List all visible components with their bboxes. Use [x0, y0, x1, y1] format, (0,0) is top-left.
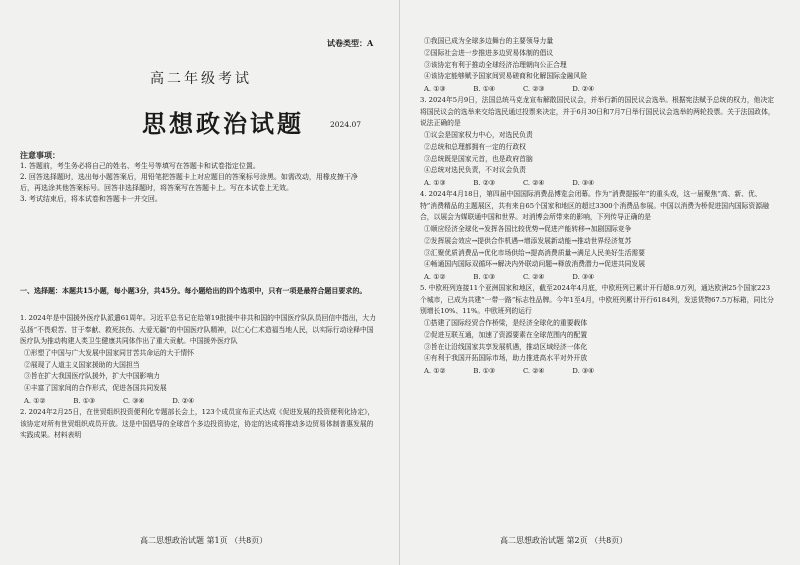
option-a: A. ①②	[24, 396, 46, 405]
statement-item: ①形塑了中国与广大发展中国家同甘苦共命运的大于情怀	[24, 348, 194, 357]
question-stem: 4. 2024年4月18日，第四届中国国际消费品博览会闭幕。作为“消费提振年”的重头戏，这一届聚焦“高、新、优、特”消费精品的主题展区，共有来自65个国家和地区的超过3300个消费品参展。中国以消费为桥促进国内国际资源融合，以展会为媒联通中国和世界。对消博会所带来的影响，下列传导正确的是	[420, 190, 769, 222]
statement-item: ①顺应经济全球化→发挥各国比较优势→促进产能转移→加剧国际竞争	[424, 224, 632, 233]
page-title: 思想政治试题	[142, 109, 304, 138]
page-footer-left: 高二思想政治试题 第1页 （共8页）	[140, 536, 268, 545]
statement-item: ①议会是国家权力中心，对选民负责	[424, 130, 533, 139]
answer-options	[424, 83, 776, 95]
question-stem: 1. 2024年是中国援外医疗队派遣61周年。习近平总书记在给第19批援中非共和国的中国医疗队队员回信中指出，大力弘扬“不畏艰苦、甘于奉献、救死扶伤、大爱无疆”的中国医疗队精神，以仁心仁术造福当地人民，以实际行动诠释中国医疗队为推动构建人类卫生健康共同体作出了重大贡献。中国援外医疗队	[20, 314, 376, 346]
answer-options	[424, 271, 776, 283]
statement-item: ④丰富了国家间的合作形式，促进各国共同发展	[24, 384, 167, 393]
option-d: D. ③④	[572, 367, 595, 376]
statement-item: ③总统既是国家元首，也是政府首脑	[424, 154, 533, 163]
option-a: A. ①③	[424, 179, 446, 188]
option-d: D. ②④	[172, 396, 195, 405]
statement-item: ①搭建了国际经贸合作桥梁，是经济全球化的重要载体	[424, 318, 588, 327]
option-c: C. ②④	[522, 179, 545, 188]
answer-options	[24, 395, 376, 407]
question-stem: 3. 2024年5月9日，法国总统马克龙宣布解散国民议会，并举行新的国民议会选举。根据宪法赋予总统的权力，他决定将国民议会的选举来交给选民通过投票来决定，并于6月30日和7月7日举行国民议会选举的两轮投票。关于法国政体，说法正确的是	[420, 96, 775, 128]
question-stem: 2. 2024年2月25日，在世贸组织投资便利化专题部长会上，123个成员宣布正式达成《促进发展的投资便利化协定》，该协定对所有世贸组织成员开放。这是中国倡导的全球首个多边投资协定，协定的达成将推动多边贸易体制普惠发展的实践成果。材料表明	[20, 407, 375, 440]
answer-options	[424, 365, 776, 377]
option-b: B. ①④	[473, 85, 495, 94]
statement-item: ④该协定能够赋予国家间贸易磋商和化解国际金融风险	[424, 72, 588, 81]
option-a: A. ①②	[424, 367, 446, 376]
section-heading: 一、选择题：本题共15小题，每小题3分，共45分。每小题给出的四个选项中，只有一项是最符合题目要求的。	[20, 286, 367, 295]
question-stem: 5. 中欧班列连接11个亚洲国家和地区，截至2024年4月底，中欧班列已累计开行超8.9万列，通达欧洲25个国家223个城市，已成为共建“一带一路”标志性品牌。今年1至4月，中欧班列累计开行6184列，发送货物67.5万标箱，同比分别增长10%、11%。中欧班列的运行	[420, 284, 774, 316]
right-questions	[420, 36, 776, 377]
option-b: B. ②③	[473, 179, 495, 188]
page-footer-right: 高二思想政治试题 第2页 （共8页）	[500, 536, 628, 545]
option-b: B. ①③	[73, 396, 95, 405]
option-c: C. ②④	[522, 273, 545, 282]
left-questions	[20, 313, 376, 442]
note-item: 2. 回答选择题时，选出每小题答案后，用铅笔把答题卡上对应题目的答案标号涂黑。如需改动，用橡皮擦干净后，再选涂其他答案标号。回答非选择题时，将答案写在答题卡上。写在本试卷上无效。	[20, 173, 358, 192]
option-c: C. ②④	[522, 367, 545, 376]
statement-item: ③旨在扩大我国医疗队援外，扩大中国影响力	[24, 372, 160, 381]
option-d: D. ③④	[572, 179, 595, 188]
statement-item: ③该协定有利于推动全球经济治理朝向公正合理	[424, 60, 567, 69]
exam-date: 2024.07	[330, 120, 362, 129]
statement-item: ②国际社会进一步推进多边贸易体制的倡议	[424, 48, 554, 57]
statement-item: ②发挥展会效应→提供合作机遇→增添发展新动能→推动世界经济复苏	[424, 236, 632, 245]
option-a: A. ①②	[424, 273, 446, 282]
statement-item: ②促进互联互通，加速了资源要素在全球范围内的配置	[424, 330, 588, 339]
note-item: 1. 答题前，考生务必将自己的姓名、考生号等填写在答题卡和试卷指定位置。	[20, 162, 260, 170]
paper-type-label: 试卷类型：A	[327, 38, 374, 48]
option-c: C. ②③	[522, 85, 545, 94]
statement-item: ③旨在让沿线国家共享发展机遇，推动区域经济一体化	[424, 342, 588, 351]
exam-name: 高二年级考试	[150, 71, 252, 87]
option-b: B. ①③	[473, 273, 495, 282]
statement-item: ④畅通国内国际双循环→解决内外联动问题→释放消费潜力→促进共同发展	[424, 260, 645, 269]
option-d: D. ②④	[572, 85, 595, 94]
statement-item: ④有利于我国开拓国际市场，助力推进高水平对外开放	[424, 354, 588, 363]
statement-item: ①我国已成为全球多边舞台的主要领导力量	[424, 37, 554, 45]
note-item: 3. 考试结束后，将本试卷和答题卡一并交回。	[20, 195, 162, 203]
answer-options	[424, 177, 776, 189]
statement-item: ②展现了人道主义国家援助的大国担当	[24, 360, 140, 369]
option-d: D. ③④	[572, 273, 595, 282]
option-a: A. ①③	[424, 85, 446, 94]
option-c: C. ③④	[122, 396, 145, 405]
notes-block	[20, 150, 368, 205]
statement-item: ③汇聚优质消费品→优化市场供给→提高消费质量→满足人民美好生活需要	[424, 248, 645, 257]
statement-item: ④总统对选民负责，不对议会负责	[424, 166, 526, 175]
notes-heading: 注意事项：	[20, 150, 60, 160]
statement-item: ②总统和总理都拥有一定的行政权	[424, 142, 526, 151]
option-b: B. ①③	[473, 367, 495, 376]
